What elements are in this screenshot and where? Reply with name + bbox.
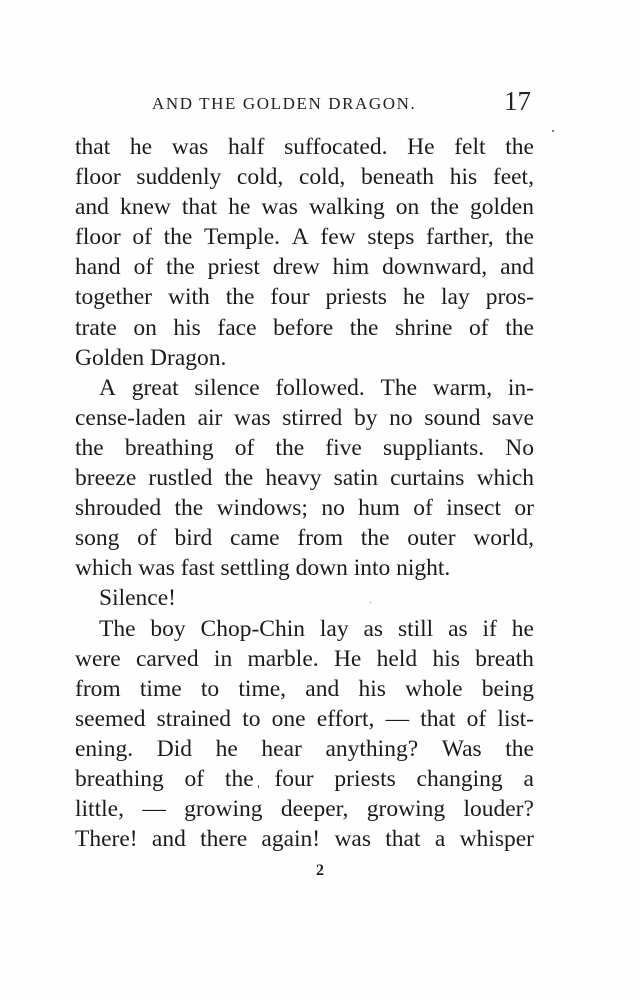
text-line: little, — growing deeper, growing louder? [75, 796, 534, 823]
running-title: AND THE GOLDEN DRAGON. [152, 94, 417, 113]
paragraph [75, 583, 534, 613]
paper-speck [552, 130, 554, 132]
text-line: There! and there again! was that a whisper [75, 826, 534, 853]
page-number: 17 [504, 86, 531, 116]
text-line: from time to time, and his whole being [75, 675, 534, 702]
paragraph [75, 614, 534, 855]
paper-speck [258, 785, 259, 788]
text-line: hand of the priest drew him downward, and [75, 254, 534, 281]
text-line: cense-laden air was stirred by no sound save [75, 404, 534, 431]
text-line: were carved in marble. He held his breath [75, 645, 534, 672]
text-line: Golden Dragon. [75, 344, 227, 371]
text-line: together with the four priests he lay pros- [75, 284, 534, 311]
text-line: The boy Chop-Chin lay as still as if he [99, 615, 534, 642]
signature-mark: 2 [316, 862, 324, 879]
text-line: seemed strained to one effort, — that of list- [75, 705, 534, 732]
text-line: breathing of the four priests changing a [75, 765, 534, 792]
text-line: the breathing of the five suppliants. No [75, 434, 534, 461]
paragraph [75, 373, 534, 584]
paper-speck [370, 602, 371, 603]
body-text [75, 132, 534, 854]
text-line: song of bird came from the outer world, [75, 525, 534, 552]
text-line: breeze rustled the heavy satin curtains which [75, 465, 534, 492]
text-line: and knew that he was walking on the golden [75, 194, 534, 221]
text-line: ening. Did he hear anything? Was the [75, 735, 534, 762]
running-head [75, 86, 533, 126]
text-line: which was fast settling down into night. [75, 555, 451, 582]
paragraph [75, 132, 534, 373]
text-line: shrouded the windows; no hum of insect or [75, 495, 534, 522]
text-line: floor suddenly cold, cold, beneath his feet, [75, 164, 534, 191]
text-line: trate on his face before the shrine of the [75, 314, 534, 341]
text-line: that he was half suffocated. He felt the [75, 134, 534, 160]
text-line: Silence! [99, 585, 176, 612]
text-line: A great silence followed. The warm, in- [99, 374, 534, 401]
text-line: floor of the Temple. A few steps farther, the [75, 224, 534, 251]
